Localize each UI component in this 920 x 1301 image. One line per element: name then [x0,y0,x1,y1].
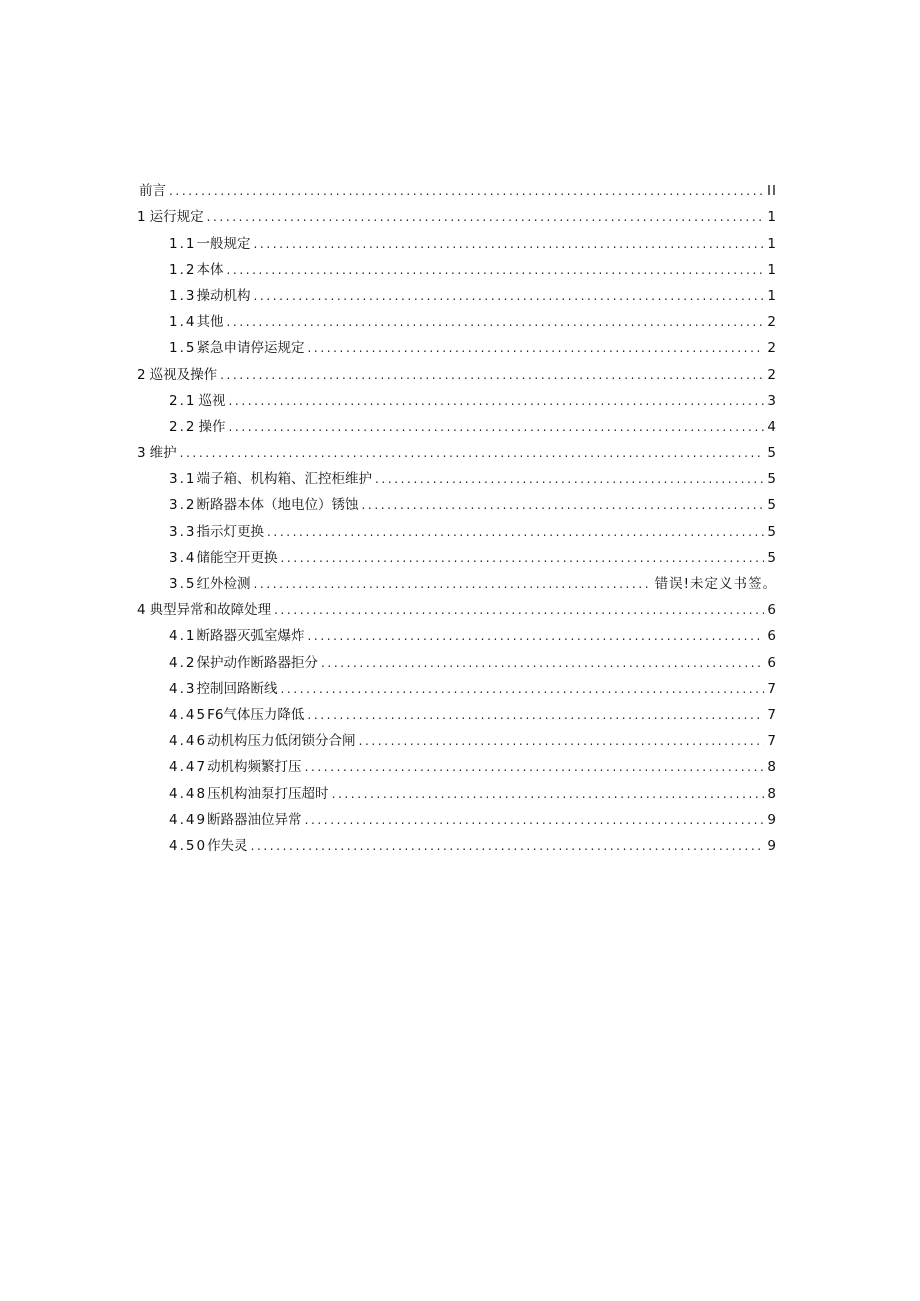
toc-entry-number: 1.1 [169,235,197,252]
toc-entry-number: 4.46 [169,733,208,750]
toc-entry-page: 9 [767,811,777,828]
toc-entry-title: 运行规定 [149,209,204,226]
toc-entry-page: II [767,183,777,200]
toc-entry-2[interactable] [137,361,777,387]
toc-entry-3[interactable] [137,440,777,466]
toc-entry-number: 3.3 [169,523,197,540]
toc-entry-4-3[interactable] [137,676,777,702]
toc-entry-title: 紧急申请停运规定 [196,340,305,357]
toc-leader-dots [307,623,764,649]
toc-leader-dots [253,231,764,257]
toc-leader-dots [280,545,764,571]
toc-entry-number: 3.1 [169,471,197,488]
toc-leader-dots [375,466,764,492]
toc-entry-number: 2.1 [169,392,197,409]
toc-entry-number: 3.5 [169,576,197,592]
toc-entry-2-2[interactable] [137,414,777,440]
toc-leader-dots [280,676,764,702]
toc-entry-number: 1.4 [169,314,197,331]
toc-entry-title: 断路器灭弧室爆炸 [196,628,305,645]
toc-leader-dots [220,362,764,388]
toc-entry-title: 典型异常和故障处理 [149,602,272,619]
toc-entry-page: 5 [767,523,777,540]
toc-entry-number: 4.49 [169,811,208,828]
toc-entry-number: 1.2 [169,261,197,278]
toc-entry-number: 3.2 [169,497,197,514]
toc-leader-dots [226,257,764,283]
toc-entry-title: 前言 [139,183,166,200]
toc-entry-page-error: 错误!未定义书签。 [654,576,777,592]
toc-entry-title: 操作 [198,418,226,435]
toc-entry-page: 4 [767,418,777,435]
toc-entry-number: 3.4 [169,549,197,566]
toc-entry-number: 3 [137,445,148,462]
toc-leader-dots [207,204,765,230]
toc-entry-title: F6气体压力降低 [207,706,305,723]
toc-leader-dots [307,702,764,728]
toc-entry-title: 红外检测 [196,576,251,592]
toc-entry-number: 4.48 [169,785,208,802]
toc-entry-3-3[interactable] [137,518,777,544]
toc-leader-dots [307,335,764,361]
toc-entry-foreword[interactable] [137,178,777,204]
toc-entry-page: 2 [767,366,777,383]
toc-entry-number: 4.50 [169,837,208,854]
toc-entry-title: 储能空开更换 [196,549,278,566]
toc-entry-3-2[interactable] [137,492,777,518]
toc-entry-page: 2 [767,340,777,357]
toc-entry-1-4[interactable] [137,309,777,335]
toc-leader-dots [180,440,765,466]
toc-entry-number: 4.45 [169,706,208,723]
toc-entry-title: 其他 [196,314,224,331]
toc-entry-page: 7 [767,733,777,750]
toc-entry-title: 操动机构 [196,287,251,304]
toc-entry-number: 1.5 [169,340,197,357]
toc-entry-4-48[interactable] [137,780,777,806]
toc-entry-title: 本体 [196,261,224,278]
toc-entry-page: 5 [767,549,777,566]
toc-entry-title: 保护动作断路器拒分 [196,654,318,671]
toc-leader-dots [226,309,764,335]
toc-entry-page: 5 [767,471,777,488]
toc-entry-page: 6 [767,602,777,619]
toc-entry-1-5[interactable] [137,335,777,361]
toc-entry-title: 指示灯更换 [196,523,264,540]
toc-leader-dots [274,597,764,623]
toc-entry-number: 1 [137,209,148,226]
table-of-contents [137,178,777,859]
toc-entry-title: 动机构频繁打压 [207,759,302,776]
toc-leader-dots [228,388,764,414]
toc-entry-page: 5 [767,445,777,462]
toc-entry-3-5[interactable] [137,571,777,597]
toc-leader-dots [359,728,765,754]
toc-entry-4-47[interactable] [137,754,777,780]
toc-entry-title: 压机构油泵打压超时 [207,785,329,802]
toc-entry-1-3[interactable] [137,283,777,309]
toc-entry-4[interactable] [137,597,777,623]
toc-entry-page: 6 [767,628,777,645]
toc-entry-3-4[interactable] [137,545,777,571]
toc-entry-page: 1 [767,287,777,304]
toc-entry-number: 1.3 [169,287,197,304]
toc-entry-4-49[interactable] [137,807,777,833]
toc-entry-4-50[interactable] [137,833,777,859]
toc-entry-number: 2.2 [169,418,197,435]
toc-entry-title: 巡视 [198,392,226,409]
toc-entry-number: 4.47 [169,759,208,776]
toc-leader-dots [267,519,764,545]
toc-entry-title: 控制回路断线 [196,680,278,697]
toc-entry-page: 8 [767,759,777,776]
toc-entry-page: 1 [767,209,777,226]
toc-entry-title: 维护 [149,445,177,462]
toc-entry-page: 5 [767,497,777,514]
toc-entry-1-1[interactable] [137,230,777,256]
toc-entry-1-2[interactable] [137,257,777,283]
toc-entry-page: 7 [767,706,777,723]
toc-entry-number: 4 [137,602,148,619]
toc-entry-number: 2 [137,366,148,383]
toc-entry-title: 作失灵 [207,837,248,854]
toc-entry-page: 9 [767,837,777,854]
toc-leader-dots [253,283,764,309]
toc-leader-dots [253,571,651,597]
toc-entry-number: 4.1 [169,628,197,645]
toc-entry-title: 断路器本体（地电位）锈蚀 [196,497,359,514]
toc-entry-title: 端子箱、机构箱、汇控柜维护 [196,471,372,488]
toc-entry-page: 8 [767,785,777,802]
toc-entry-3-1[interactable] [137,466,777,492]
toc-leader-dots [305,754,765,780]
toc-entry-4-1[interactable] [137,623,777,649]
toc-entry-page: 2 [767,314,777,331]
toc-entry-4-45[interactable] [137,702,777,728]
toc-entry-title: 巡视及操作 [149,366,218,383]
toc-entry-page: 6 [767,654,777,671]
toc-entry-title: 断路器油位异常 [207,811,302,828]
toc-leader-dots [228,414,764,440]
toc-entry-4-46[interactable] [137,728,777,754]
toc-entry-number: 4.3 [169,680,197,697]
toc-leader-dots [169,178,764,204]
toc-leader-dots [321,650,764,676]
toc-entry-number: 4.2 [169,654,197,671]
toc-entry-2-1[interactable] [137,388,777,414]
toc-entry-title: 动机构压力低闭锁分合闸 [207,733,356,750]
toc-leader-dots [305,807,765,833]
toc-leader-dots [251,833,765,859]
toc-entry-title: 一般规定 [196,235,251,252]
toc-leader-dots [361,492,764,518]
toc-entry-page: 1 [767,261,777,278]
toc-entry-4-2[interactable] [137,649,777,675]
toc-entry-page: 7 [767,680,777,697]
toc-leader-dots [332,781,765,807]
toc-entry-page: 3 [767,392,777,409]
toc-entry-1[interactable] [137,204,777,230]
toc-entry-page: 1 [767,235,777,252]
